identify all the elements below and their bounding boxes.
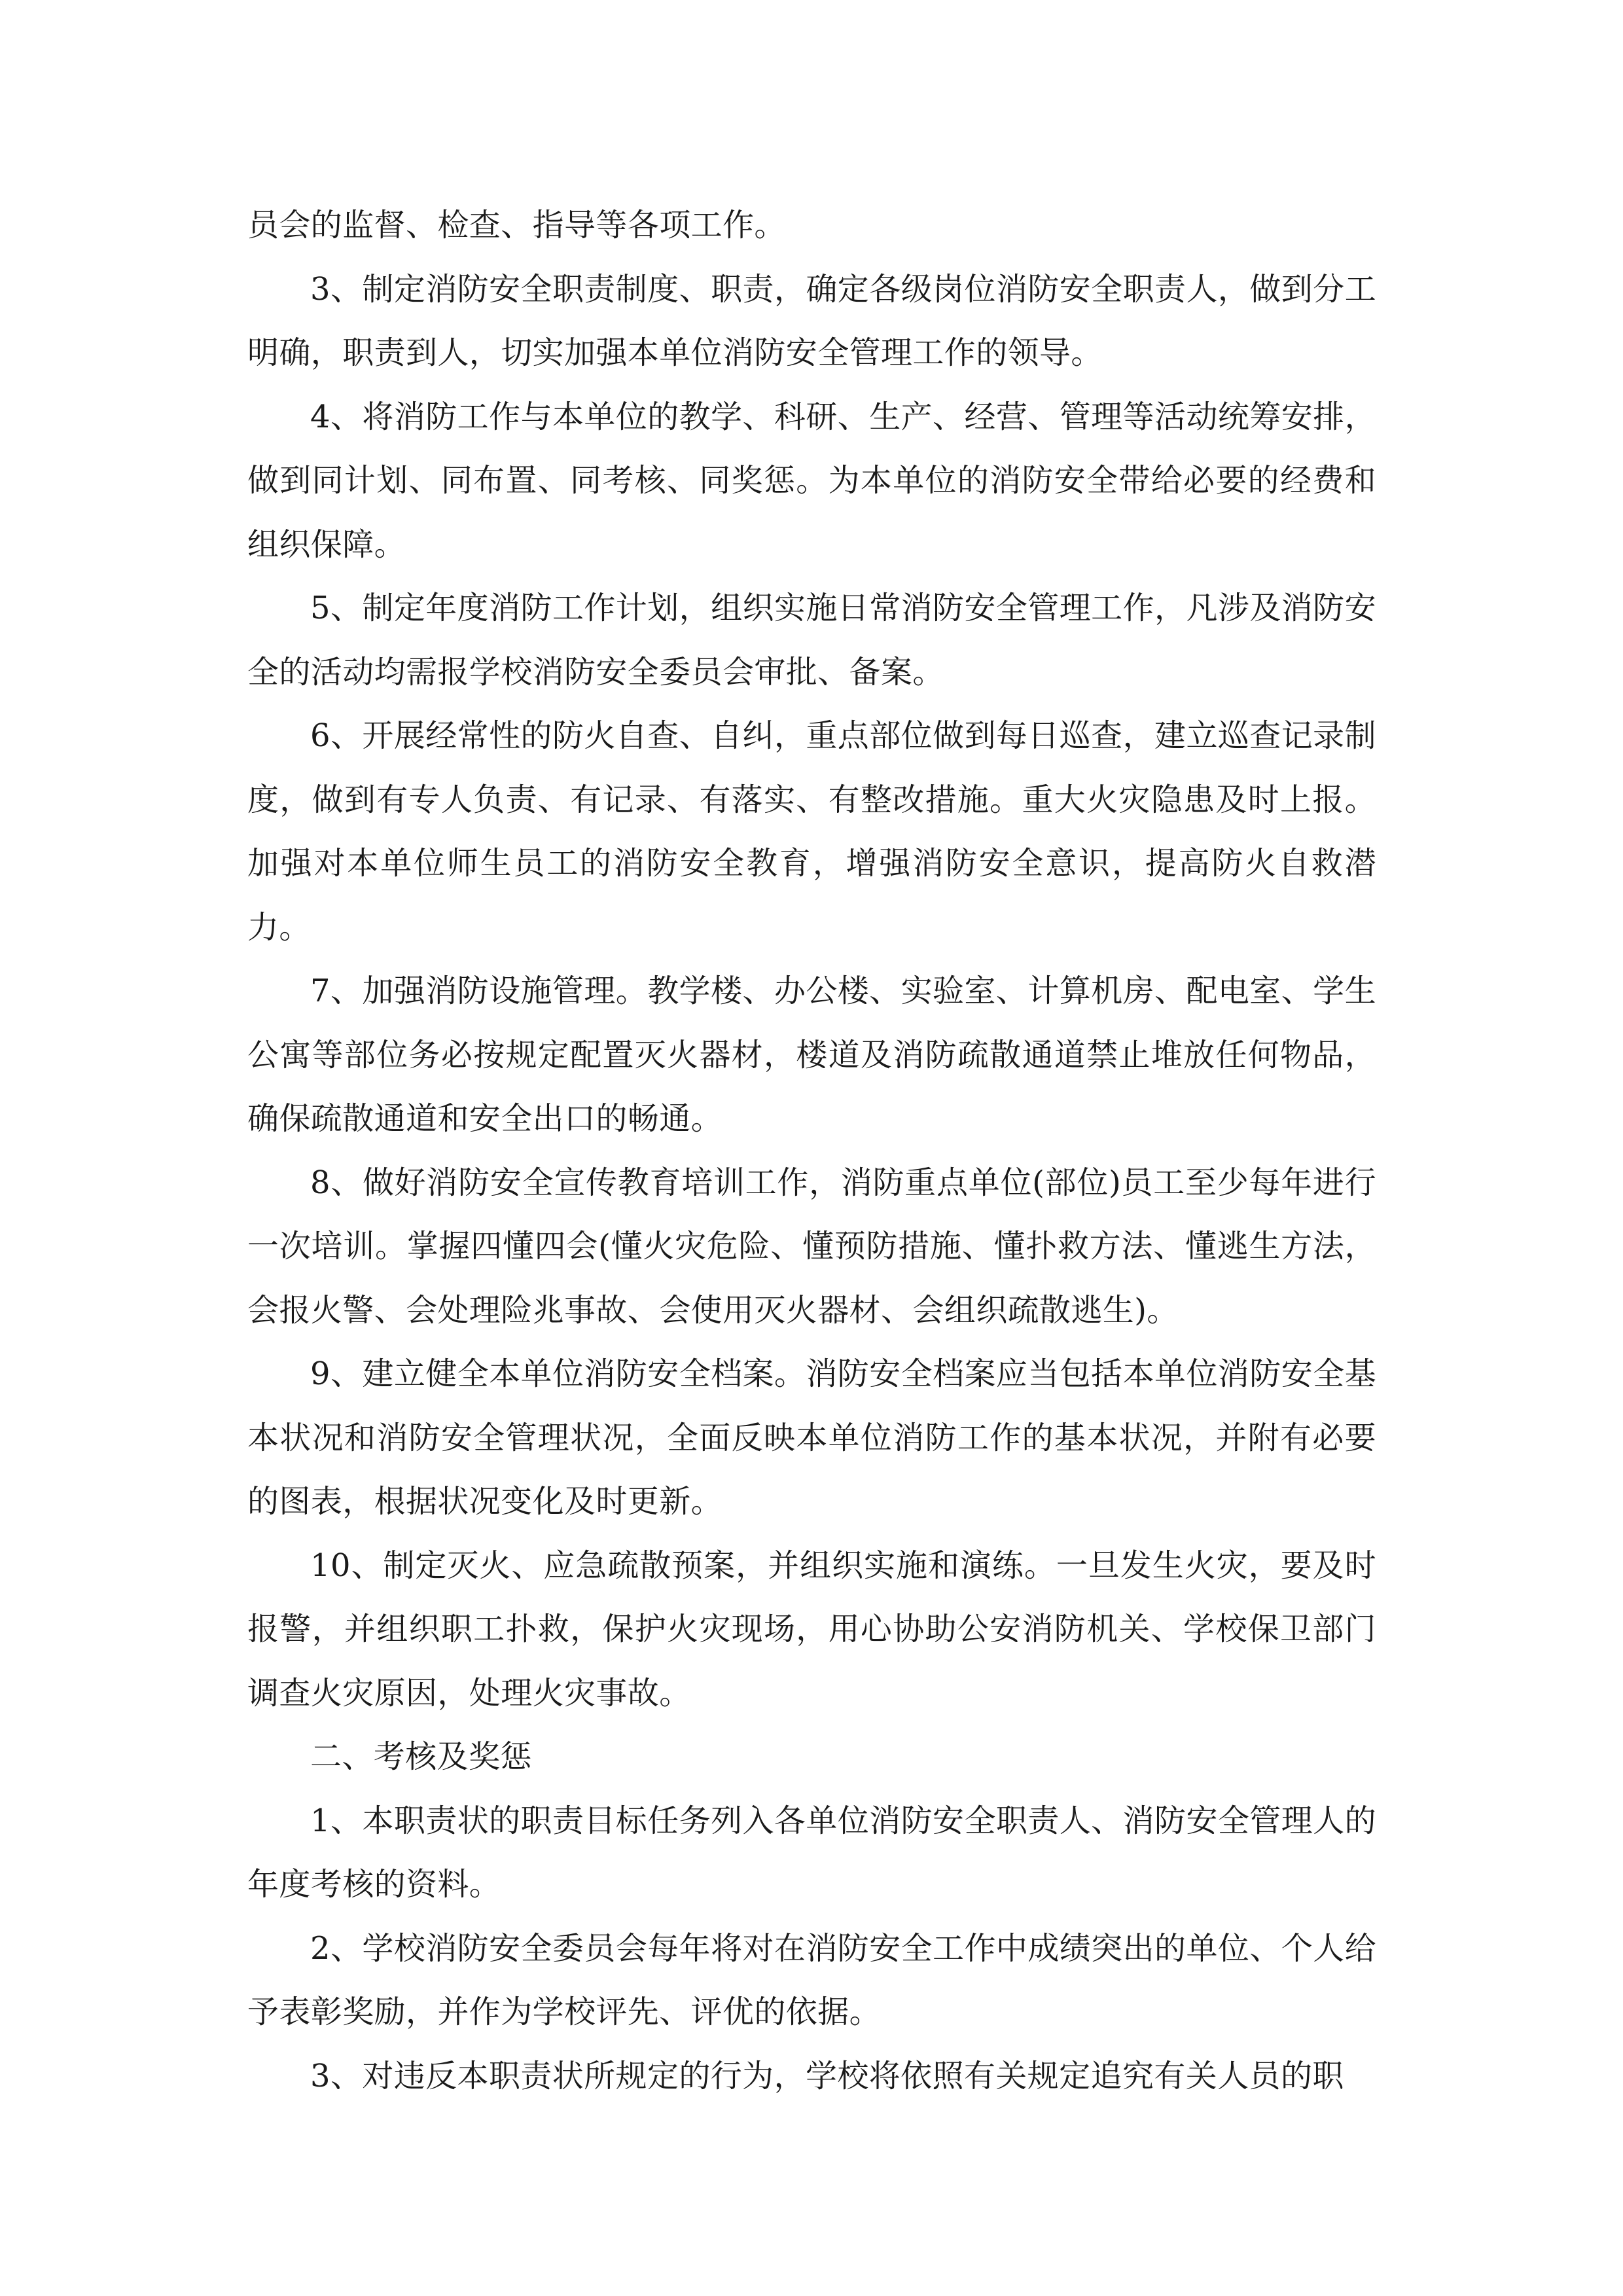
paragraph-item-9: 9、建立健全本单位消防安全档案。消防安全档案应当包括本单位消防安全基本状况和消防安全管理状况，全面反映本单位消防工作的基本状况，并附有必要的图表，根据状况变化及时更新。 xyxy=(247,1355,1376,1520)
paragraph-assessment-item-3: 3、对违反本职责状所规定的行为，学校将依照有关规定追究有关人员的职 xyxy=(310,2057,1344,2094)
section-heading-assessment: 二、考核及奖惩 xyxy=(310,1738,532,1775)
body-text xyxy=(247,194,1376,2108)
paragraph-assessment-item-2: 2、学校消防安全委员会每年将对在消防安全工作中成绩突出的单位、个人给予表彰奖励，并作为学校评先、评优的依据。 xyxy=(247,1929,1376,2030)
paragraph-item-4: 4、将消防工作与本单位的教学、科研、生产、经营、管理等活动统筹安排，做到同计划、同布置、同考核、同奖惩。为本单位的消防安全带给必要的经费和组织保障。 xyxy=(247,398,1376,563)
paragraph-item-3: 3、制定消防安全职责制度、职责，确定各级岗位消防安全职责人，做到分工明确，职责到人，切实加强本单位消防安全管理工作的领导。 xyxy=(247,270,1376,371)
paragraph-item-10: 10、制定灭火、应急疏散预案，并组织实施和演练。一旦发生火灾，要及时报警，并组织职工扑救，保护火灾现场，用心协助公安消防机关、学校保卫部门调查火灾原因，处理火灾事故。 xyxy=(247,1547,1376,1712)
paragraph-item-6: 6、开展经常性的防火自查、自纠，重点部位做到每日巡查，建立巡查记录制度，做到有专人负责、有记录、有落实、有整改措施。重大火灾隐患及时上报。加强对本单位师生员工的消防安全教育，增强消防安全意识，提高防火自救潜力。 xyxy=(247,717,1376,946)
paragraph-continuation: 员会的监督、检查、指导等各项工作。 xyxy=(247,207,786,243)
paragraph-assessment-item-1: 1、本职责状的职责目标任务列入各单位消防安全职责人、消防安全管理人的年度考核的资料。 xyxy=(247,1802,1376,1903)
paragraph-item-8: 8、做好消防安全宣传教育培训工作，消防重点单位(部位)员工至少每年进行一次培训。掌握四懂四会(懂火灾危险、懂预防措施、懂扑救方法、懂逃生方法，会报火警、会处理险兆事故、会使用灭火器材、会组织疏散逃生)。 xyxy=(247,1164,1376,1329)
paragraph-item-7: 7、加强消防设施管理。教学楼、办公楼、实验室、计算机房、配电室、学生公寓等部位务必按规定配置灭火器材，楼道及消防疏散通道禁止堆放任何物品，确保疏散通道和安全出口的畅通。 xyxy=(247,973,1376,1137)
paragraph-item-5: 5、制定年度消防工作计划，组织实施日常消防安全管理工作，凡涉及消防安全的活动均需报学校消防安全委员会审批、备案。 xyxy=(247,590,1376,691)
